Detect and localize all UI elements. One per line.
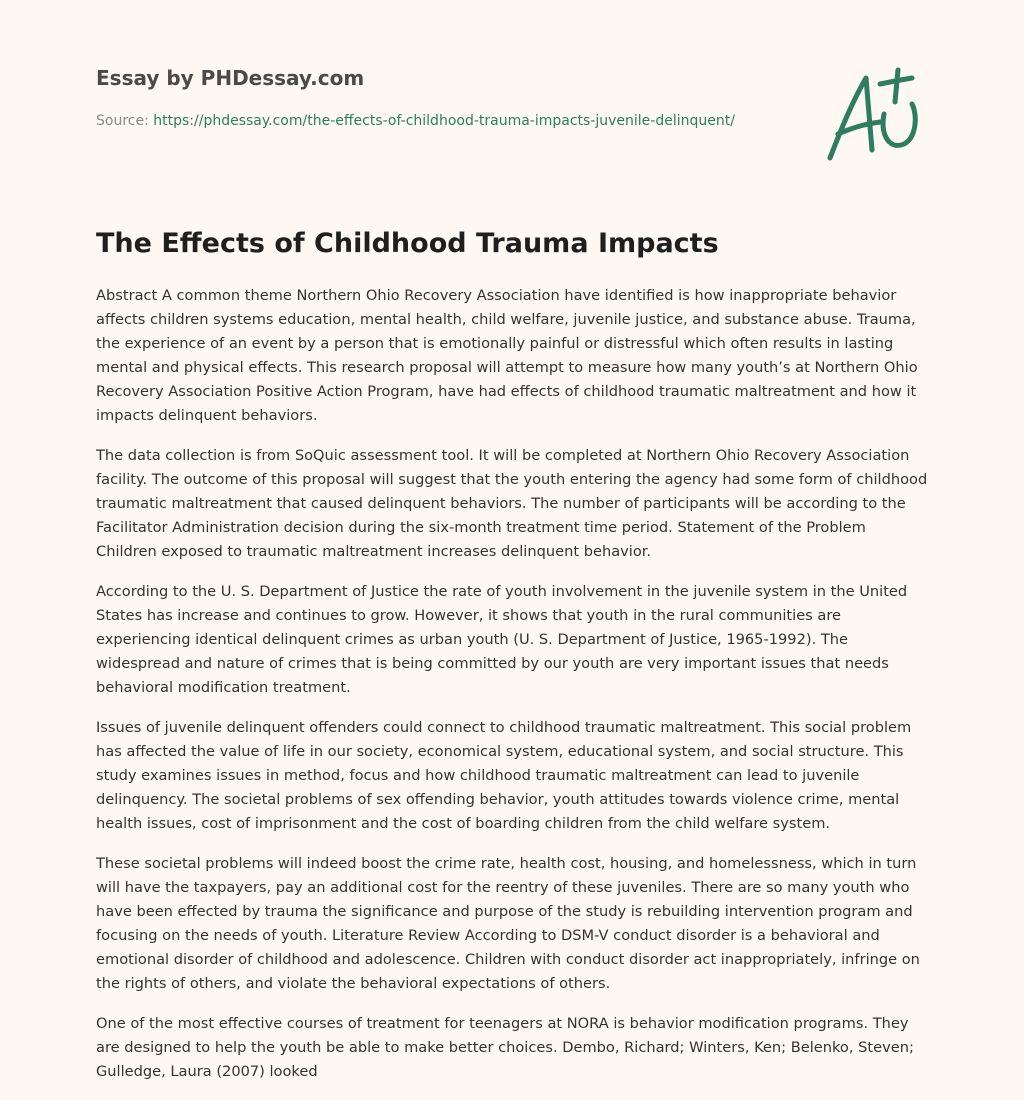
a-plus-logo-icon [822,66,926,166]
essay-paragraph: The data collection is from SoQuic assessment tool. It will be completed at Northern Ohio Recovery Association facility. The outcome of this proposal will suggest that the youth entering the agency had some form of childhood traumatic maltreatment that caused delinquent behaviors. The number of participants will be according to the Facilitator Administration decision during the six-month treatment time period. Statement of the Problem Children exposed to traumatic maltreatment increases delinquent behavior. [96,447,928,560]
essay-paragraph: These societal problems will indeed boost the crime rate, health cost, housing, and homelessness, which in turn will have the taxpayers, pay an additional cost for the reentry of these juveniles. There are so many youth who have been effected by trauma the significance and purpose of the study is rebuilding intervention program and focusing on the needs of youth. Literature Review According to DSM-V conduct disorder is a behavioral and emotional disorder of childhood and adolescence. Children with conduct disorder act inappropriately, infringe on the rights of others, and violate the behavioral expectations of others. [96,855,920,992]
essay-paragraph: According to the U. S. Department of Justice the rate of youth involvement in the juvenile system in the United States has increase and continues to grow. However, it shows that youth in the rural communities are experiencing identical delinquent crimes as urban youth (U. S. Department of Justice, 1965-1992). The widespread and nature of crimes that is being committed by our youth are very important issues that needs behavioral modification treatment. [96,583,908,696]
essay-paragraph: Issues of juvenile delinquent offenders could connect to childhood traumatic maltreatment. This social problem has affected the value of life in our society, economical system, educational system, and social structure. This study examines issues in method, focus and how childhood traumatic maltreatment can lead to juvenile delinquency. The societal problems of sex offending behavior, youth attitudes towards violence crime, mental health issues, cost of imprisonment and the cost of boarding children from the child welfare system. [96,719,912,832]
essay-paragraph: Abstract A common theme Northern Ohio Recovery Association have identified is how inappropriate behavior affects children systems education, mental health, child welfare, juvenile justice, and substance abuse. Trauma, the experience of an event by a person that is emotionally painful or distressful which often results in lasting mental and physical effects. This research proposal will attempt to measure how many youth’s at Northern Ohio Recovery Association Positive Action Program, have had effects of childhood traumatic maltreatment and how it impacts delinquent behaviors. [96,287,918,424]
source-link[interactable]: https://phdessay.com/the-effects-of-childhood-trauma-impacts-juvenile-delinquent/ [153,113,735,129]
source-label: Source: [96,113,154,129]
essay-body [96,284,930,1100]
essay-paragraph: One of the most effective courses of treatment for teenagers at NORA is behavior modification programs. They are designed to help the youth be able to make better choices. Dembo, Richard; Winters, Ken; Belenko, Steven; Gulledge, Laura (2007) looked [96,1015,914,1080]
site-brand: Essay by PHDessay.com [96,66,365,90]
essay-title: The Effects of Childhood Trauma Impacts [96,228,719,259]
page-header [96,64,736,133]
source-line [96,110,736,133]
